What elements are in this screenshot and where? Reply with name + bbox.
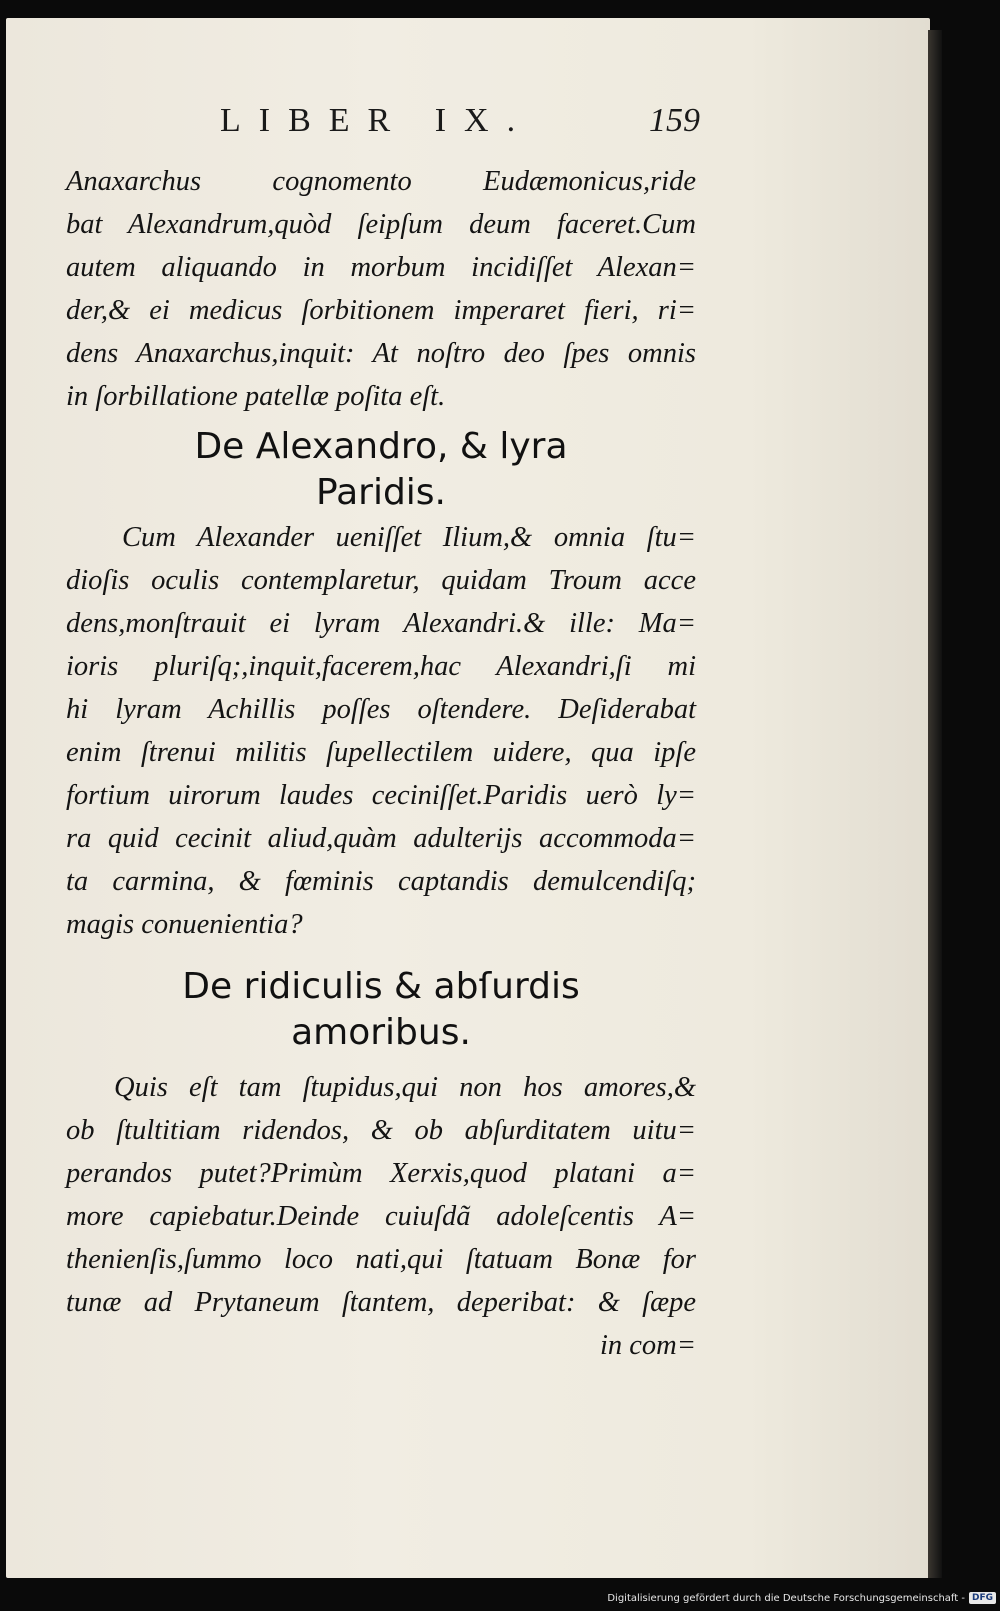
- paragraph-alexandro: [66, 516, 696, 946]
- running-title: LIBER IX.: [220, 102, 534, 139]
- text-block: [66, 160, 696, 1367]
- running-head: [220, 88, 700, 148]
- text-line: dens,monſtrauit ei lyram Alexandri.& ille: Ma=: [66, 608, 696, 639]
- text-line: bat Alexandrum,quòd ſeipſum deum faceret.Cum: [66, 209, 696, 240]
- section-heading-alexandro: [66, 424, 696, 516]
- text-line: enim ſtrenui militis ſupellectilem uidere, qua ipſe: [66, 737, 696, 768]
- section-heading-ridiculis: [66, 964, 696, 1056]
- footer-text: Digitalisierung gefördert durch die Deutsche Forschungsgemeinschaft -: [607, 1592, 965, 1604]
- page-number: 159: [649, 102, 700, 139]
- text-line: autem aliquando in morbum incidiſſet Alexan=: [66, 252, 696, 283]
- text-line: in ſorbillatione patellæ poſita eſt.: [66, 381, 446, 412]
- text-line: ob ſtultitiam ridendos, & ob abſurditatem uitu=: [66, 1115, 696, 1146]
- text-line: ioris pluriſq;,inquit,facerem,hac Alexandri,ſi mi: [66, 651, 696, 682]
- heading-line: De ridiculis & abſurdis: [182, 966, 580, 1007]
- catchword: in com=: [599, 1330, 696, 1361]
- text-line: hi lyram Achillis poſſes oſtendere. Deſiderabat: [66, 694, 696, 725]
- heading-line: Paridis.: [315, 472, 446, 513]
- text-line: der,& ei medicus ſorbitionem imperaret fieri, ri=: [66, 295, 696, 326]
- book-spine: [928, 30, 942, 1578]
- text-line: more capiebatur.Deinde cuiuſdã adoleſcentis A=: [66, 1201, 696, 1232]
- text-line: Cum Alexander ueniſſet Ilium,& omnia ſtu=: [122, 522, 696, 553]
- digitization-footer: [607, 1589, 996, 1607]
- text-line: tunæ ad Prytaneum ſtantem, deperibat: & ſæpe: [66, 1287, 696, 1318]
- paragraph-anaxarchus: [66, 160, 696, 418]
- text-line: thenienſis,ſummo loco nati,qui ſtatuam Bonæ for: [66, 1244, 696, 1275]
- text-line: dioſis oculis contemplaretur, quidam Troum acce: [66, 565, 696, 596]
- text-line: Quis eſt tam ſtupidus,qui non hos amores,&: [114, 1072, 696, 1103]
- paragraph-ridiculis: [66, 1066, 696, 1367]
- text-line: magis conuenientia?: [66, 909, 303, 940]
- text-line: ta carmina, & fœminis captandis demulcendiſq;: [66, 866, 696, 897]
- text-line: perandos putet?Primùm Xerxis,quod platani a=: [66, 1158, 696, 1189]
- text-line: ra quid cecinit aliud,quàm adulterijs accommoda=: [66, 823, 696, 854]
- heading-line: amoribus.: [291, 1012, 471, 1053]
- dfg-logo-icon: DFG: [969, 1592, 996, 1604]
- text-line: Anaxarchus cognomento Eudæmonicus,ride: [66, 166, 696, 197]
- text-line: dens Anaxarchus,inquit: At noſtro deo ſpes omnis: [66, 338, 696, 369]
- text-line: fortium uirorum laudes ceciniſſet.Paridis uerò ly=: [66, 780, 696, 811]
- heading-line: De Alexandro, & lyra: [194, 426, 568, 467]
